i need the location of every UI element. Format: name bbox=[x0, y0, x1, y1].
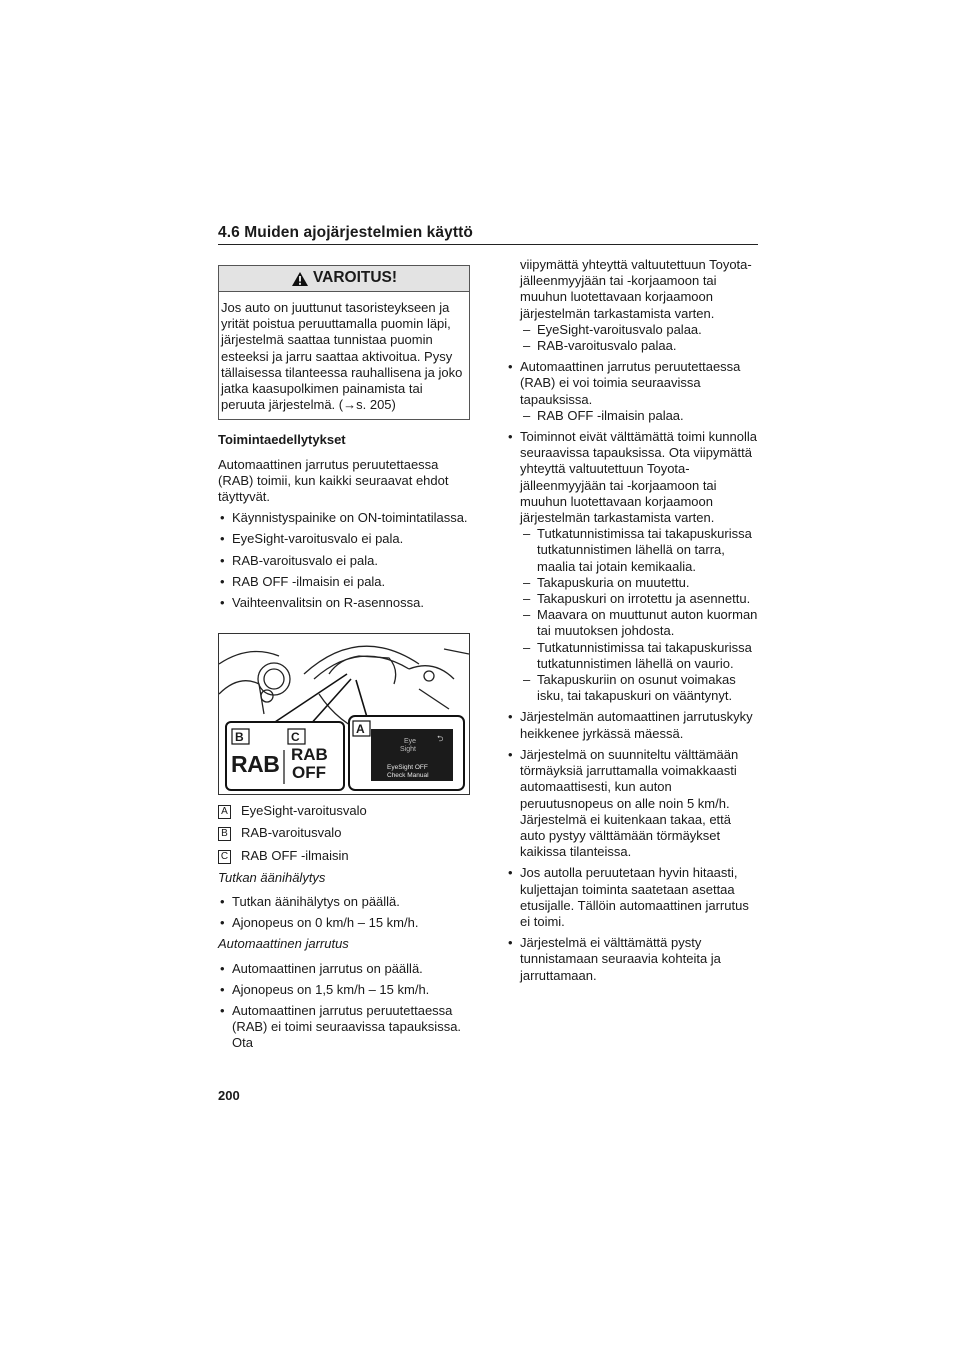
warning-box bbox=[218, 265, 470, 420]
left-column bbox=[218, 265, 470, 1057]
legend-text: RAB-varoitusvalo bbox=[241, 825, 342, 841]
list-item bbox=[506, 359, 758, 424]
legend-text: RAB OFF -ilmaisin bbox=[241, 847, 349, 863]
screen-eye: Eye bbox=[404, 738, 417, 746]
screen-message-1: EyeSight OFF bbox=[387, 764, 428, 772]
conditions-intro: Automaattinen jarrutus peruutettaessa (RAB) toimii, kun kaikki seuraavat ehdot täyttyvät. bbox=[218, 456, 449, 505]
label-c: C bbox=[291, 730, 300, 745]
back-icon: ⮌ bbox=[437, 734, 444, 744]
list-item bbox=[506, 429, 758, 704]
list-item: • Tutkan äänihälytys on päällä. bbox=[218, 894, 470, 910]
dash-item: – Takapuskuri on irrotettu ja asennettu. bbox=[506, 591, 758, 607]
continuation-dashes bbox=[506, 322, 758, 354]
list-item: • Ajonopeus on 0 km/h – 15 km/h. bbox=[218, 915, 470, 931]
list-item: • Käynnistyspainike on ON-toimintatilassa. bbox=[218, 510, 470, 526]
legend-letter: C bbox=[218, 850, 231, 864]
warning-header bbox=[219, 266, 469, 292]
dash-item: – Maavara on muuttunut auton kuorman tai muutoksen johdosta. bbox=[506, 607, 758, 639]
radar-list bbox=[218, 894, 470, 931]
list-item: • Ajonopeus on 1,5 km/h – 15 km/h. bbox=[218, 982, 470, 998]
dashboard-illustration bbox=[218, 633, 470, 795]
legend-text: EyeSight-varoitusvalo bbox=[241, 803, 367, 819]
warning-text: Jos auto on juuttunut tasoristeykseen ja yrität poistua peruuttamalla puomin läpi, järjestelmä saattaa tunnistaa puomin esteeksi ja jarru saattaa aktivoitua. Pysy tällaisessa tilanteessa rauhallisena ja joko jatka kaasupolkimen painamista tai peruuta järjestelmä. (→s. 205) bbox=[221, 300, 463, 413]
legend-item-b bbox=[218, 825, 470, 841]
section-divider bbox=[218, 244, 758, 245]
bullet-text: • Toiminnot eivät välttämättä toimi kunnolla seuraavissa tapauksissa. Ota viipymättä yhteyttä valtuutettuun Toyota-jälleenmyyjään tai -korjaamoon tai muuhun luotettavaan korjaamoon järjestelmän tarkastamista varten. bbox=[520, 429, 758, 526]
rab-warning-light: RAB bbox=[231, 751, 280, 778]
label-b: B bbox=[235, 730, 244, 745]
list-item: • Vaihteenvalitsin on R-asennossa. bbox=[218, 595, 470, 611]
radar-heading: Tutkan äänihälytys bbox=[218, 869, 326, 885]
rab-off-line1: RAB bbox=[291, 745, 328, 765]
list-item: • RAB-varoitusvalo ei pala. bbox=[218, 553, 470, 569]
list-item: • Järjestelmä on suunniteltu välttämään törmäyksiä jarruttamalla voimakkaasti automaattisesti, kun auton peruutusnopeus on alle noin 5 km/h. Järjestelmä ei kuitenkaan takaa, että auto pystyy välttämään törmäykset kaikissa tilanteissa. bbox=[506, 747, 758, 860]
page-number: 200 bbox=[218, 1088, 240, 1103]
rab-off-line2: OFF bbox=[292, 763, 326, 783]
screen-message-2: Check Manual bbox=[387, 772, 429, 780]
legend-item-c bbox=[218, 848, 470, 864]
bullet-text: • Automaattinen jarrutus peruutettaessa (RAB) ei voi toimia seuraavissa tapauksissa. bbox=[520, 359, 741, 407]
legend-letter: B bbox=[218, 827, 231, 841]
list-item: • EyeSight-varoitusvalo ei pala. bbox=[218, 531, 470, 547]
dash-item: – RAB OFF -ilmaisin palaa. bbox=[506, 408, 758, 424]
list-item: • Automaattinen jarrutus on päällä. bbox=[218, 961, 470, 977]
right-column bbox=[506, 257, 758, 989]
list-item: • Jos autolla peruutetaan hyvin hitaasti, kuljettajan toiminta saatetaan asettaa etusijalle. Tällöin automaattinen jarrutus ei toimi. bbox=[506, 865, 758, 930]
dash-item: – EyeSight-varoitusvalo palaa. bbox=[506, 322, 758, 338]
dash-item: – Tutkatunnistimissa tai takapuskurissa tutkatunnistimen lähellä on vaurio. bbox=[506, 640, 758, 672]
auto-brake-heading: Automaattinen jarrutus bbox=[218, 936, 349, 952]
dash-item: – Tutkatunnistimissa tai takapuskurissa tutkatunnistimen lähellä on tarra, maalia tai jotain kemikaalia. bbox=[506, 526, 758, 575]
list-item: • Järjestelmän automaattinen jarrutuskyky heikkenee jyrkässä mäessä. bbox=[506, 709, 758, 741]
dash-item: – Takapuskuria on muutettu. bbox=[506, 575, 758, 591]
list-item: • Automaattinen jarrutus peruutettaessa (RAB) ei toimi seuraavissa tapauksissa. Ota bbox=[218, 1003, 470, 1052]
dash-item: – Takapuskuriin on osunut voimakas isku, tai takapuskuri on vääntynyt. bbox=[506, 672, 758, 704]
dash-item: – RAB-varoitusvalo palaa. bbox=[506, 338, 758, 354]
list-item: • Järjestelmä ei välttämättä pysty tunnistamaan seuraavia kohteita ja jarruttamaan. bbox=[506, 935, 758, 984]
screen-sight: Sight bbox=[400, 746, 416, 754]
legend-letter: A bbox=[218, 805, 231, 819]
list-item: • RAB OFF -ilmaisin ei pala. bbox=[218, 574, 470, 590]
warning-title: VAROITUS! bbox=[312, 269, 398, 287]
conditions-heading: Toimintaedellytykset bbox=[218, 432, 346, 448]
auto-brake-list bbox=[218, 961, 470, 1052]
legend-item-a bbox=[218, 803, 470, 819]
warning-triangle-icon bbox=[291, 271, 309, 287]
conditions-list bbox=[218, 510, 470, 611]
continuation-text: viipymättä yhteyttä valtuutettuun Toyota-jälleenmyyjään tai -korjaamoon tai muuhun luotettavaan korjaamoon järjestelmän tarkastamista varten. bbox=[520, 257, 752, 321]
section-title: 4.6 Muiden ajojärjestelmien käyttö bbox=[218, 224, 473, 241]
label-a: A bbox=[356, 722, 365, 737]
